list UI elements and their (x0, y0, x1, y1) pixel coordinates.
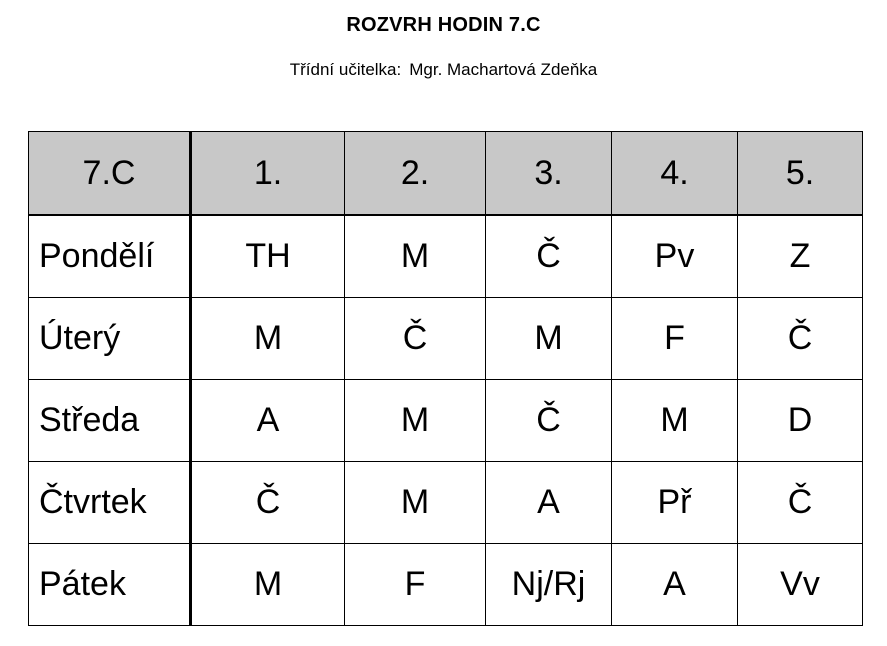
subject-cell: M (345, 215, 486, 298)
period-header: 3. (486, 132, 612, 216)
class-corner-cell: 7.C (29, 132, 191, 216)
subject-cell: D (738, 380, 863, 462)
subject-cell: M (191, 544, 345, 626)
subject-cell: Z (738, 215, 863, 298)
subject-cell: Č (486, 380, 612, 462)
subject-cell: Č (738, 462, 863, 544)
subject-cell: M (612, 380, 738, 462)
day-label: Čtvrtek (29, 462, 191, 544)
subject-cell: A (486, 462, 612, 544)
day-label: Úterý (29, 298, 191, 380)
period-header: 1. (191, 132, 345, 216)
subject-cell: M (486, 298, 612, 380)
subject-cell: Pv (612, 215, 738, 298)
subject-cell: Č (486, 215, 612, 298)
subject-cell: M (345, 462, 486, 544)
header-row (29, 132, 863, 216)
period-header: 4. (612, 132, 738, 216)
table-row (29, 298, 863, 380)
teacher-label: Třídní učitelka: (289, 60, 402, 79)
subject-cell: Č (738, 298, 863, 380)
day-label: Pátek (29, 544, 191, 626)
period-header: 2. (345, 132, 486, 216)
table-row (29, 380, 863, 462)
subject-cell: Vv (738, 544, 863, 626)
subject-cell: M (345, 380, 486, 462)
subject-cell: A (191, 380, 345, 462)
day-label: Středa (29, 380, 191, 462)
subject-cell: A (612, 544, 738, 626)
timetable (28, 131, 863, 626)
subject-cell: TH (191, 215, 345, 298)
subject-cell: Př (612, 462, 738, 544)
class-teacher-line (0, 60, 887, 80)
subject-cell: Č (345, 298, 486, 380)
subject-cell: F (612, 298, 738, 380)
subject-cell: F (345, 544, 486, 626)
period-header: 5. (738, 132, 863, 216)
table-row (29, 544, 863, 626)
table-row (29, 462, 863, 544)
table-row (29, 215, 863, 298)
teacher-name: Mgr. Machartová Zdeňka (409, 60, 598, 79)
page-title: ROZVRH HODIN 7.C (346, 14, 541, 36)
subject-cell: Č (191, 462, 345, 544)
subject-cell: Nj/Rj (486, 544, 612, 626)
day-label: Pondělí (29, 215, 191, 298)
subject-cell: M (191, 298, 345, 380)
